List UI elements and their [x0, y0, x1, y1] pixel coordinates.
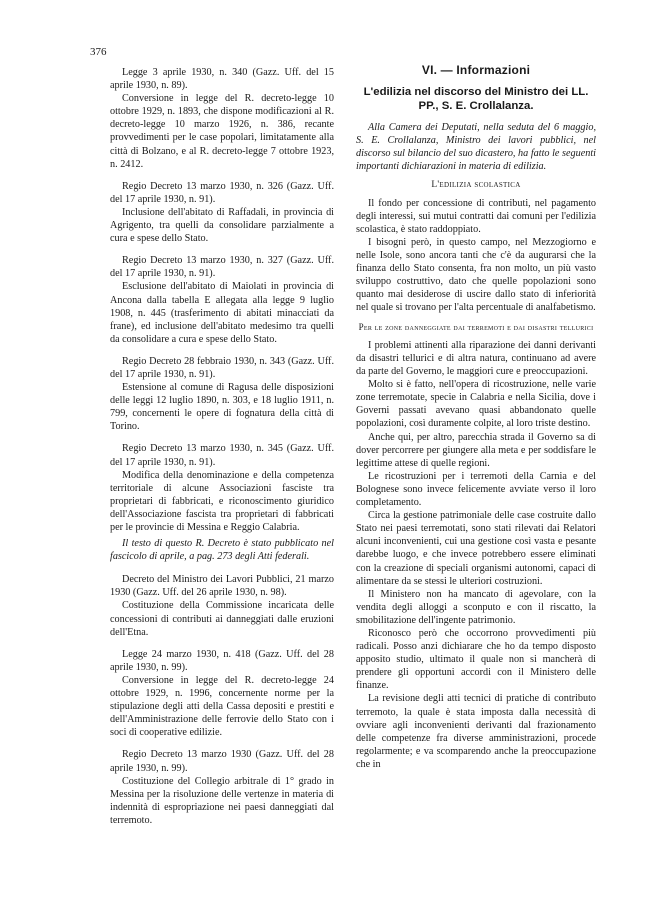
law-entry-body: Esclusione dell'abitato di Maiolati in provincia di Ancona dalla tabella E allegata alla legge 9 luglio 1908, n. 445 (trasferimento di abitati minacciati da frane), ed inclusione dell'abitato medesimo tra quelli da consolidare a cura e spese dello Stato. [110, 281, 334, 345]
law-entry-heading: Regio Decreto 13 marzo 1930, n. 326 (Gazz. Uff. del 17 aprile 1930, n. 91). [110, 180, 334, 205]
law-entry [110, 648, 334, 740]
law-entry-heading: Regio Decreto 13 marzo 1930, n. 327 (Gazz. Uff. del 17 aprile 1930, n. 91). [110, 255, 334, 280]
law-entry [110, 573, 334, 638]
paragraph: Il fondo per concessione di contributi, nel pagamento degli interessi, sui mutui contratti dai comuni per l'edilizia scolastica, è stato raddoppiato. [356, 197, 596, 235]
law-entry-heading: Regio Decreto 13 marzo 1930, n. 345 (Gazz. Uff. del 17 aprile 1930, n. 91). [110, 443, 334, 468]
law-entry-body: Estensione al comune di Ragusa delle disposizioni delle leggi 12 luglio 1890, n. 303, e 18 luglio 1911, n. 799, concernenti le opere di fognatura della città di Torino. [110, 382, 334, 433]
article-title: L'edilizia nel discorso del Ministro dei LL. PP., S. E. Crollalanza. [363, 86, 589, 113]
law-entry-body: Costituzione della Commissione incaricata delle concessioni di contributi ai danneggiati dalle eruzioni dell'Etna. [110, 600, 334, 638]
paragraph: I problemi attinenti alla riparazione dei danni derivanti da disastri tellurici e di altra natura, continuano ad avere da parte del Governo, le maggiori cure e preoccupazioni. [356, 339, 596, 378]
paragraph: Il Ministero non ha mancato di agevolare, con la vendita degli alloggi a sconputo e con il riscatto, la smobilitazione dell'ingente patrimonio. [356, 588, 596, 626]
paragraph: La revisione degli atti tecnici di pratiche di contributo terremoto, la quale è stata imposta dalla necessità di ovviare agli inconvenienti derivanti dal frazionamento delle competenze fra diverse amministrazioni, procede regolarmente; e va scomparendo anche la preoccupazione che in [356, 693, 596, 770]
law-entry-heading: Legge 3 aprile 1930, n. 340 (Gazz. Uff. del 15 aprile 1930, n. 89). [110, 67, 334, 92]
subheading-earthquake-zones: Per le zone danneggiate dai terremoti e dai disastri tellurici [358, 322, 594, 333]
law-entry [110, 442, 334, 534]
law-entry-heading: Regio Decreto 28 febbraio 1930, n. 343 (Gazz. Uff. del 17 aprile 1930, n. 91). [110, 355, 334, 380]
law-entry-body: Conversione in legge del R. decreto-legge 24 ottobre 1929, n. 1996, concernente norme per la stipulazione degli atti della Cassa depositi e prestiti e dell'Amministrazione delle ferrovie dello Stato con i soci di cooperative edilizie. [110, 674, 334, 739]
law-entry-body: Modifica della denominazione e della competenza territoriale di alcune Associazioni fasciste tra proprietari di fabbricati, e riconoscimento giuridico dell'Associazione fascista tra proprietari di fabbricati per le provincie di Messina e Reggio Calabria. [110, 469, 334, 533]
subheading-school-buildings: L'edilizia scolastica [431, 180, 521, 191]
law-entry [110, 355, 334, 434]
law-entry [110, 180, 334, 245]
page-number: 376 [90, 46, 107, 58]
law-entry-heading: Decreto del Ministro dei Lavori Pubblici, 21 marzo 1930 (Gazz. Uff. del 26 aprile 1930, n. 98). [110, 574, 334, 599]
paragraph: Anche qui, per altro, parecchia strada il Governo sa di dover percorrere per giungere alla meta e per soddisfare le legittime attese di quelle regioni. [356, 431, 596, 469]
law-entry-body: Costituzione del Collegio arbitrale di 1° grado in Messina per la risoluzione delle vertenze in materia di indennità di espropriazione nei paesi danneggiati dal terremoto. [110, 775, 334, 826]
paragraph: Riconosco però che occorrono provvedimenti più radicali. Posso anzi dichiarare che ho da tempo disposto apposito studio, ultimato il quale non si mancherà di prendere gli opportuni accordi con il Ministero delle finanze. [356, 627, 596, 692]
paragraph: Le ricostruzioni per i terremoti della Carnia e del Bolognese sono invece felicemente avviate verso il loro completamento. [356, 470, 596, 509]
left-column [110, 66, 334, 836]
law-entry [110, 66, 334, 171]
law-entry [110, 254, 334, 346]
paragraph: Molto si è fatto, nell'opera di ricostruzione, nelle varie zone terremotate, specie in Calabria e nella Sicilia, dove i Governi passati avevano quasi abbandonato quelle popolazioni, così duramente colpite, al loro triste destino. [356, 379, 596, 430]
law-entry-body: Inclusione dell'abitato di Raffadali, in provincia di Agrigento, tra quelli da consolidare parzialmente a cura e spese dello Stato. [110, 206, 334, 245]
law-entry-heading: Legge 24 marzo 1930, n. 418 (Gazz. Uff. del 28 aprile 1930, n. 99). [110, 648, 334, 673]
publication-note: Il testo di questo R. Decreto è stato pubblicato nel fascicolo di aprile, a pag. 273 degli Atti federali. [110, 538, 334, 563]
right-column [356, 64, 596, 771]
law-entry [110, 748, 334, 827]
law-entry-body: Conversione in legge del R. decreto-legge 10 ottobre 1929, n. 1893, che dispone modificazioni al R. decreto-legge 10 marzo 1926, n. 386, recante provvedimenti per le case popolari, limitatamente alla città di Bolzano, e al R. decreto-legge 7 ottobre 1923, n. 2412. [110, 93, 334, 170]
paragraph: I bisogni però, in questo campo, nel Mezzogiorno e nelle Isole, sono ancora tanti che c'è da augurarsi che la finanza dello Stato consenta, fra non molto, un più vasto sviluppo costruttivo, dato che quelle popolazioni sono quanto mai desiderose di uscire dallo stato di inferiorità nel quale si trovano per l'alta percentuale di analfabetismo. [356, 236, 596, 314]
article-intro: Alla Camera dei Deputati, nella seduta del 6 maggio, S. E. Crollalanza, Ministro dei lavori pubblici, nel discorso sul bilancio del suo dicastero, ha fatto le seguenti importanti dichiarazioni in materia di edilizia. [356, 122, 596, 173]
law-entry-heading: Regio Decreto 13 marzo 1930 (Gazz. Uff. del 28 aprile 1930, n. 99). [110, 749, 334, 774]
paragraph: Circa la gestione patrimoniale delle case costruite dallo Stato nei paesi terremotati, sono stati rilevati dai Relatori alcuni inconvenienti, cui una gestione così vasta e pesante darebbe luogo, e che invece potrebbero essere eliminati con la creazione di speciali organismi autonomi, capaci di alimentare da se stessi le ulteriori costruzioni. [356, 510, 596, 587]
section-title: VI. — Informazioni [421, 63, 531, 77]
